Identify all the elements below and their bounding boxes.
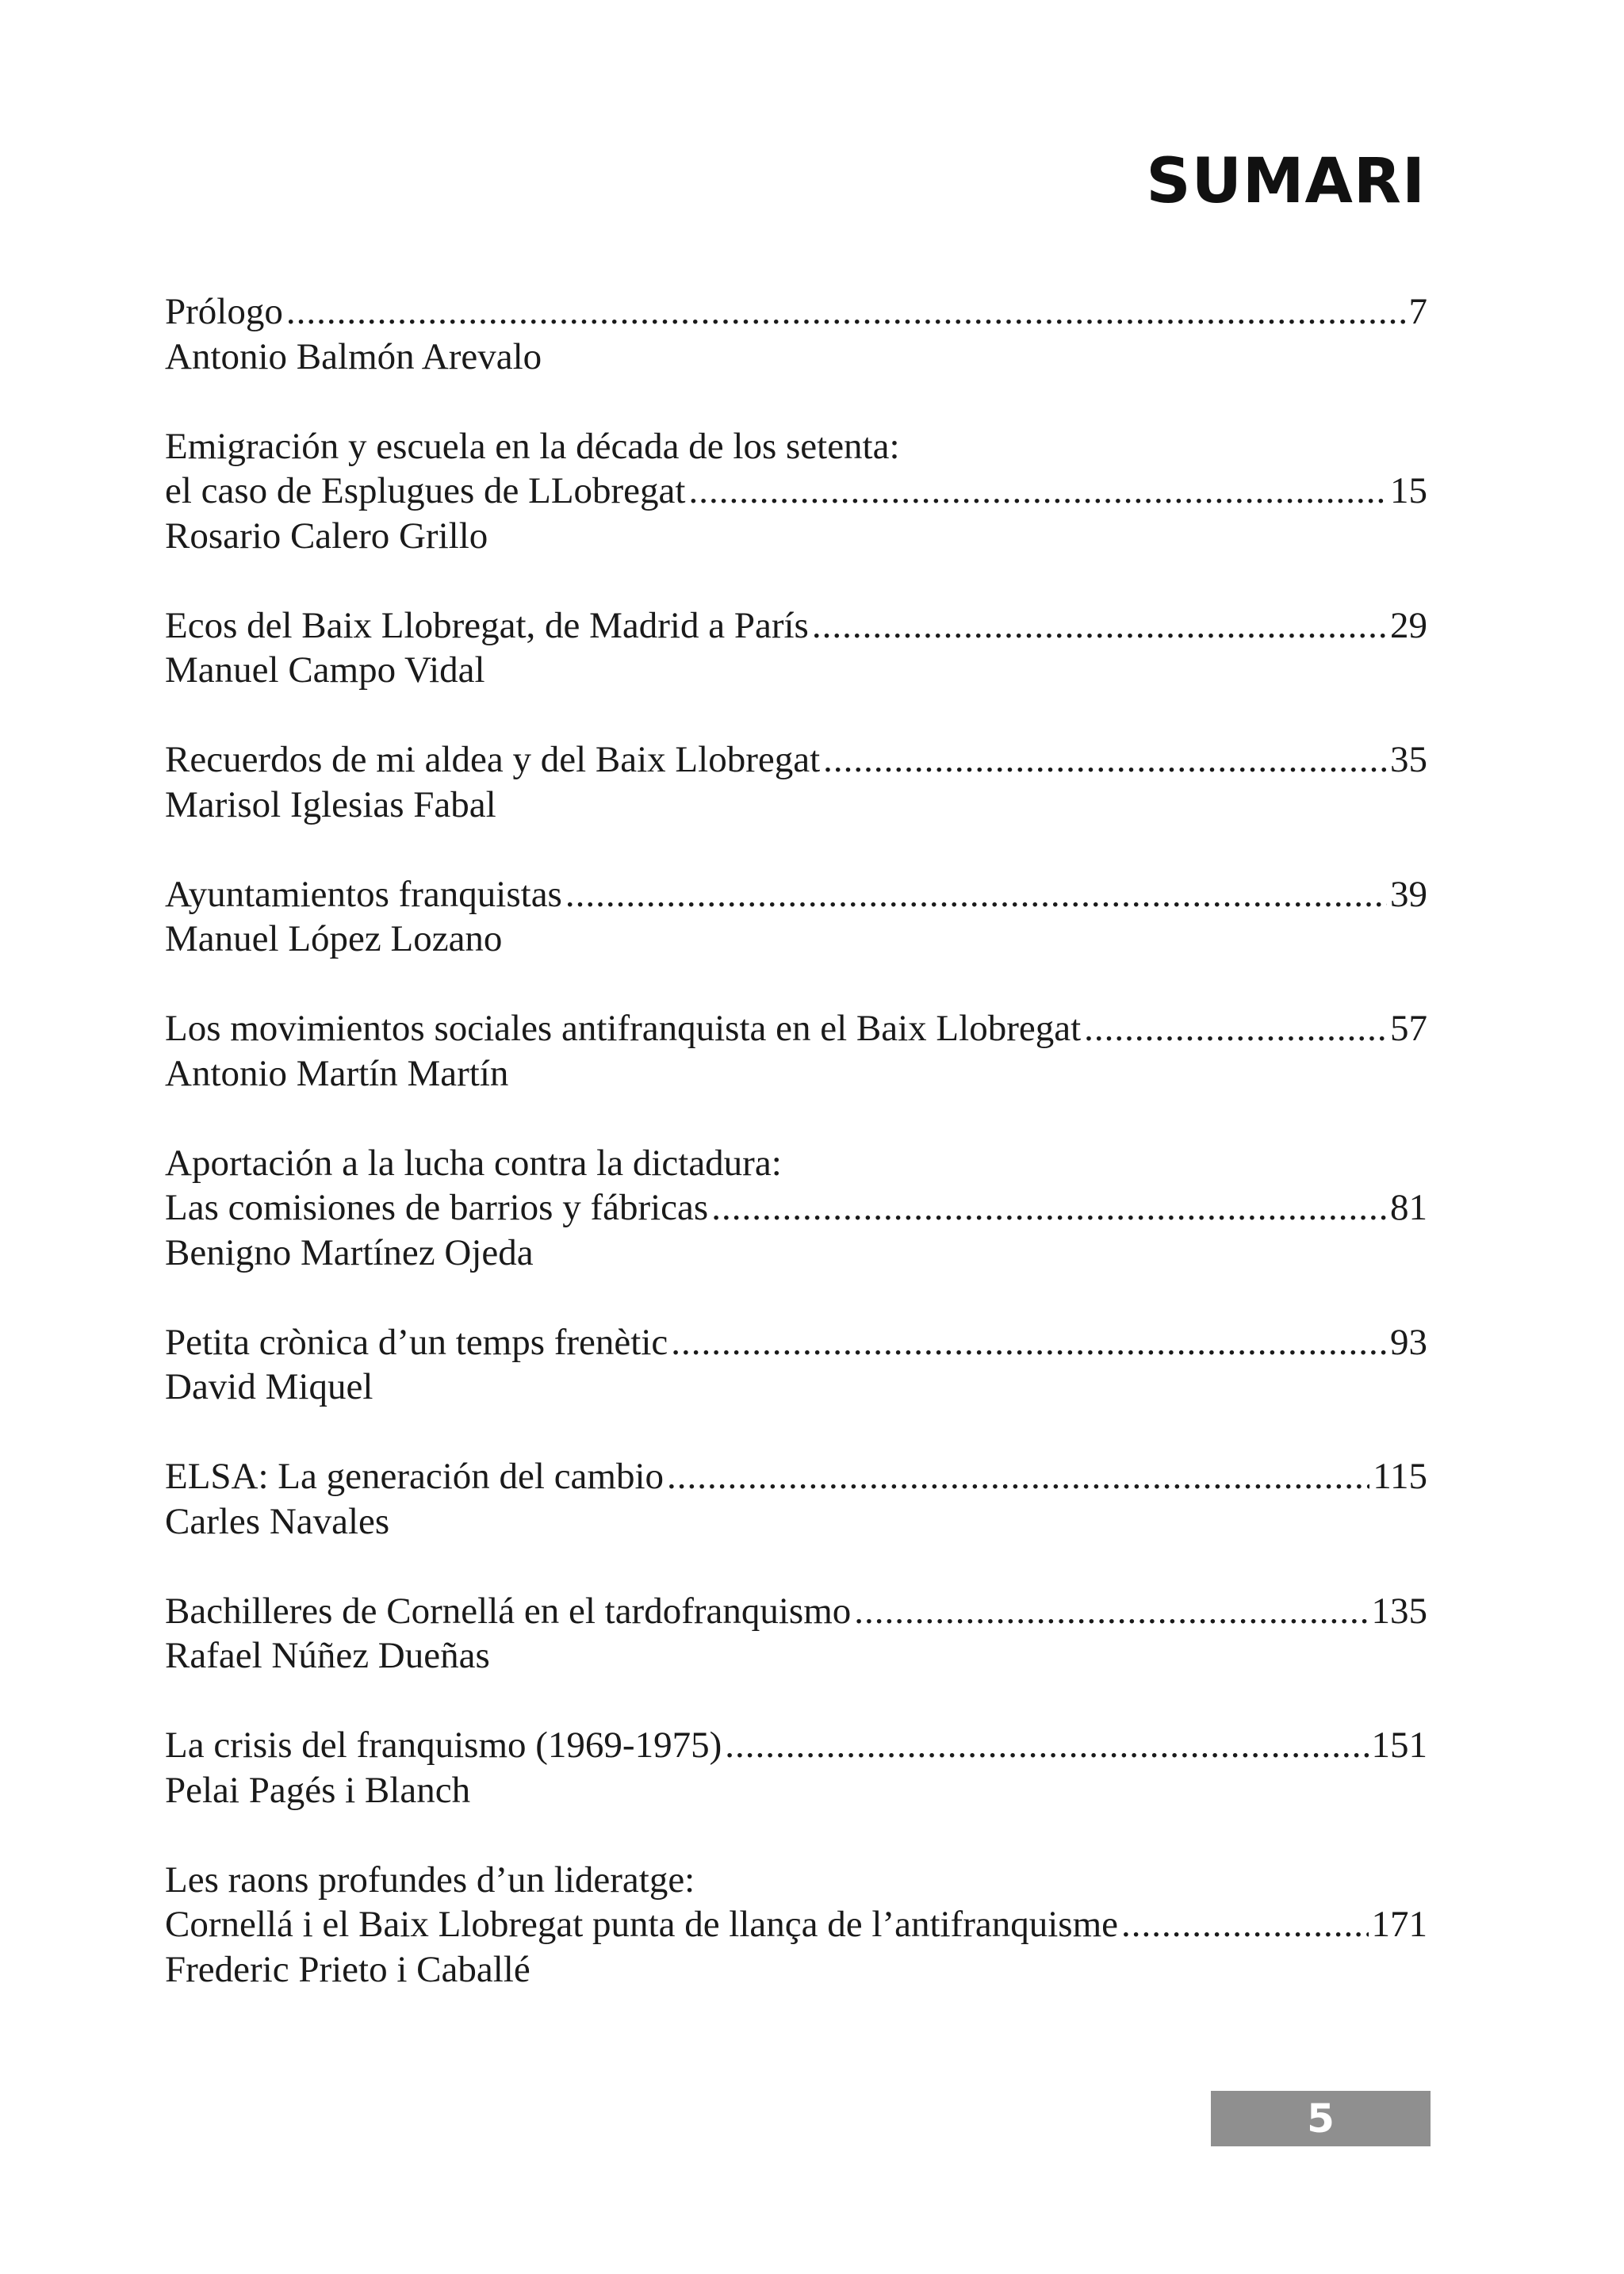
toc-title-line (165, 1006, 1427, 1051)
toc-entry (165, 1320, 1427, 1410)
toc-title-line (165, 603, 1427, 649)
toc-title-line (165, 469, 1427, 514)
toc-title-line (165, 1858, 1427, 1903)
page-number: 5 (1307, 2096, 1335, 2142)
toc-page-number: 93 (1390, 1321, 1427, 1363)
toc-entry (165, 1006, 1427, 1096)
dot-leader (688, 469, 1387, 514)
toc-entry-author: Benigno Martínez Ojeda (165, 1231, 534, 1273)
toc-page-number: 115 (1373, 1456, 1427, 1497)
toc-entry-title: Aportación a la lucha contra la dictadura: (165, 1142, 782, 1184)
toc-entry-title: Prólogo (165, 291, 283, 332)
toc-entry-title: ELSA: La generación del cambio (165, 1456, 665, 1497)
toc-entry (165, 603, 1427, 693)
toc-page-number: 39 (1390, 873, 1427, 915)
toc-entry-title: Cornellá i el Baix Llobregat punta de llança de l’antifranquisme (165, 1904, 1118, 1945)
toc-page-number: 29 (1390, 604, 1427, 646)
toc-entry-title: el caso de Esplugues de LLobregat (165, 470, 686, 511)
toc-entry (165, 1858, 1427, 1993)
toc-entry-author: Antonio Balmón Arevalo (165, 335, 542, 377)
toc-page-number: 135 (1371, 1590, 1427, 1632)
toc-title-line (165, 1320, 1427, 1365)
dot-leader (823, 737, 1387, 783)
toc-entry-title: Recuerdos de mi aldea y del Baix Llobregat (165, 739, 821, 780)
toc-title-line (165, 1589, 1427, 1634)
toc-title-line (165, 289, 1427, 335)
toc-entry-title: Emigración y escuela en la década de los setenta: (165, 425, 900, 467)
toc-entry-title: Los movimientos sociales antifranquista en el Baix Llobregat (165, 1008, 1082, 1049)
dot-leader (565, 872, 1387, 917)
dot-leader (854, 1589, 1368, 1634)
toc-entry-title: Las comisiones de barrios y fábricas (165, 1187, 709, 1228)
toc-page-number: 81 (1390, 1187, 1427, 1228)
toc-entry-title: Les raons profundes d’un lideratge: (165, 1859, 695, 1901)
toc-title-line (165, 1723, 1427, 1768)
toc-entry-author: Antonio Martín Martín (165, 1052, 509, 1094)
toc-entry-author: Carles Navales (165, 1500, 390, 1542)
dot-leader (1121, 1902, 1369, 1947)
page-title: SUMARI (1146, 146, 1426, 217)
toc-entry-title: Bachilleres de Cornellá en el tardofranquismo (165, 1590, 852, 1632)
dot-leader (671, 1320, 1387, 1365)
toc-page-number: 7 (1408, 291, 1427, 332)
toc-title-line (165, 737, 1427, 783)
toc-entry (165, 1454, 1427, 1544)
toc-entry (165, 872, 1427, 962)
toc-entry-title: La crisis del franquismo (1969-1975) (165, 1725, 722, 1766)
dot-leader (286, 289, 1406, 335)
toc-title-line (165, 872, 1427, 917)
toc-entry-author: Pelai Pagés i Blanch (165, 1769, 471, 1811)
toc-entry (165, 289, 1427, 379)
toc-page-number: 35 (1390, 739, 1427, 780)
dot-leader (725, 1723, 1368, 1768)
toc-entry (165, 1589, 1427, 1679)
toc-entry-author: Rosario Calero Grillo (165, 515, 488, 557)
toc-title-line (165, 1141, 1427, 1186)
toc-title-line (165, 424, 1427, 469)
toc-entry (165, 737, 1427, 827)
toc-title-line (165, 1185, 1427, 1231)
dot-leader (711, 1185, 1387, 1231)
toc-page-number: 57 (1390, 1008, 1427, 1049)
toc-entry-author: Frederic Prieto i Caballé (165, 1948, 530, 1990)
page-number-badge (1211, 2091, 1431, 2146)
toc-entry-title: Ecos del Baix Llobregat, de Madrid a París (165, 604, 809, 646)
toc-entry-author: Rafael Núñez Dueñas (165, 1635, 490, 1676)
toc-page-number: 151 (1371, 1725, 1427, 1766)
toc-entry-author: Marisol Iglesias Fabal (165, 783, 496, 825)
toc-title-line (165, 1902, 1427, 1947)
toc-entry-title: Petita crònica d’un temps frenètic (165, 1321, 668, 1363)
toc-entry-author: David Miquel (165, 1366, 373, 1407)
toc-title-line (165, 1454, 1427, 1499)
table-of-contents (165, 289, 1427, 2037)
dot-leader (667, 1454, 1369, 1499)
toc-entry-title: Ayuntamientos franquistas (165, 873, 562, 915)
toc-entry (165, 1723, 1427, 1813)
toc-page-number: 171 (1371, 1904, 1427, 1945)
toc-page-number: 15 (1390, 470, 1427, 511)
toc-entry-author: Manuel López Lozano (165, 918, 503, 959)
toc-entry (165, 424, 1427, 559)
toc-entry-author: Manuel Campo Vidal (165, 649, 485, 691)
dot-leader (1084, 1006, 1387, 1051)
toc-entry (165, 1141, 1427, 1276)
dot-leader (812, 603, 1387, 649)
